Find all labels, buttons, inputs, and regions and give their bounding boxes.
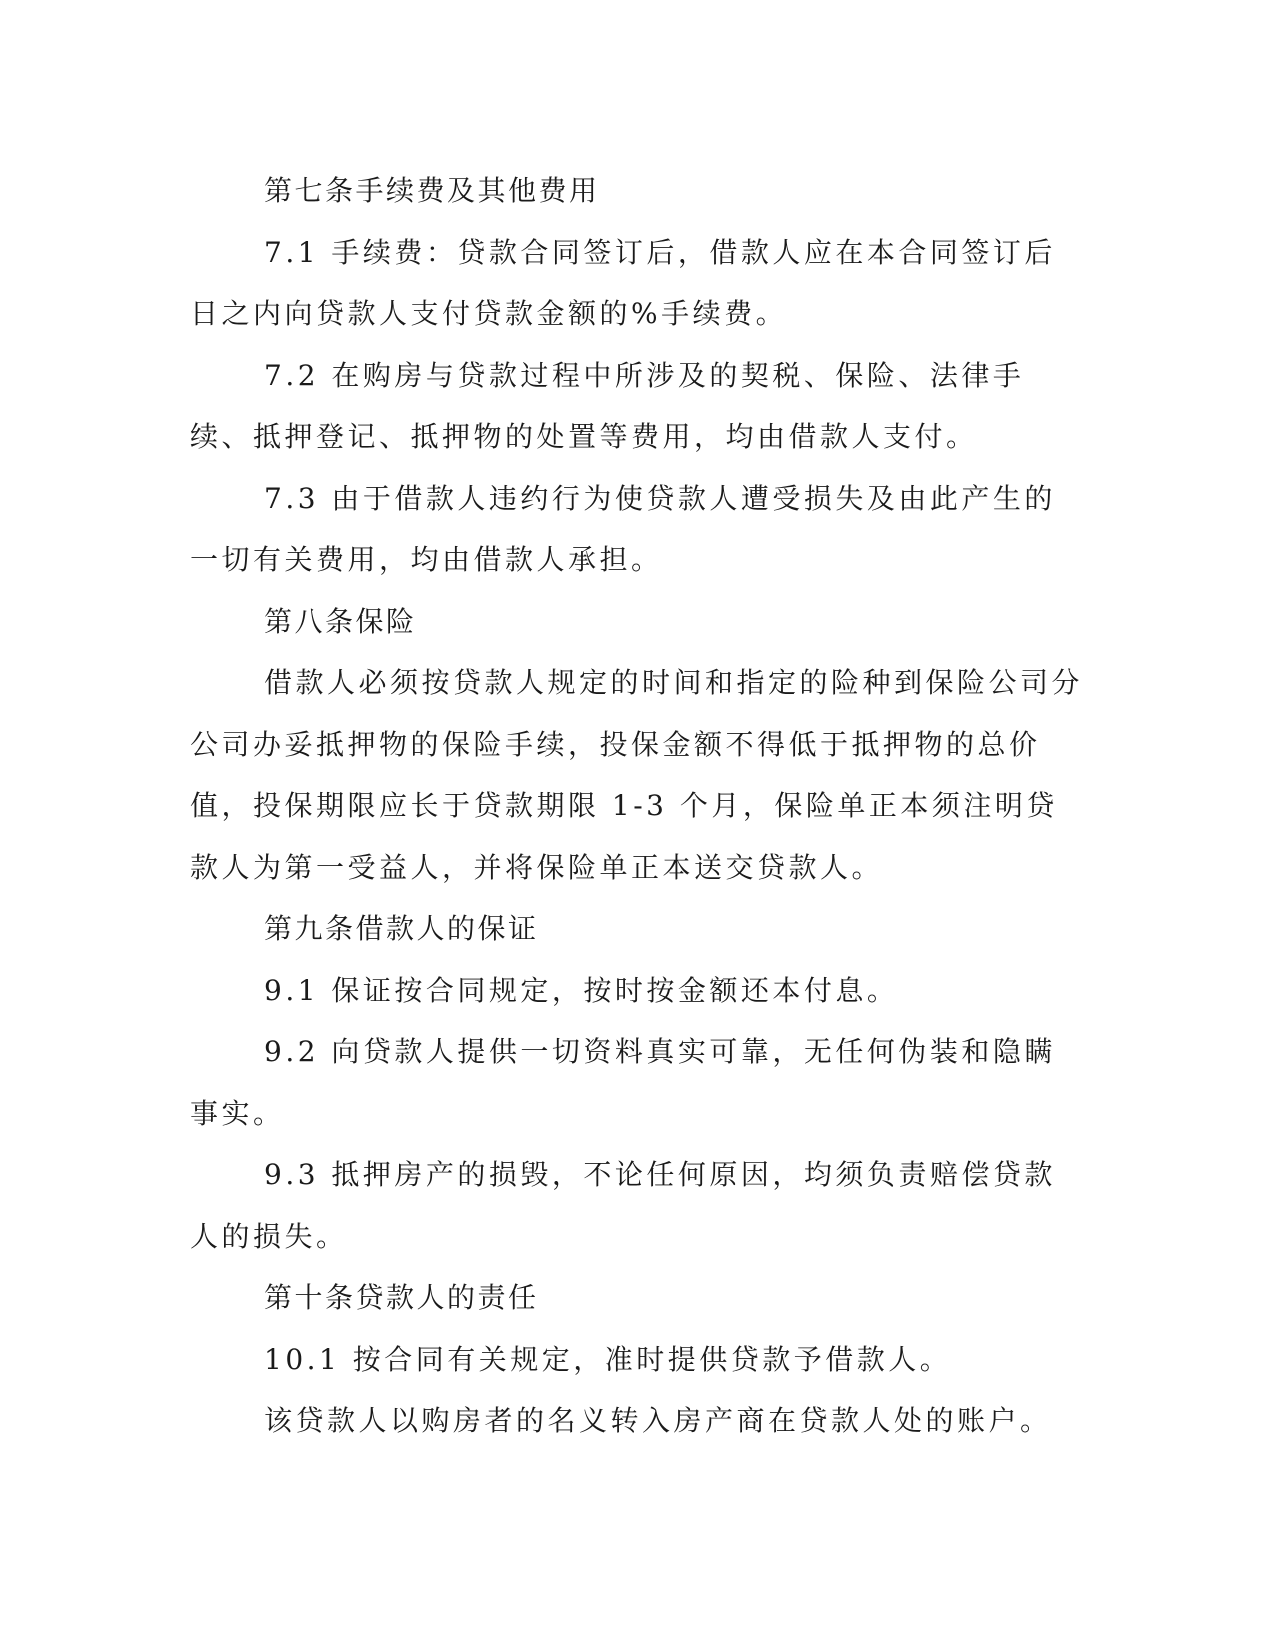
- clause-8-body: 借款人必须按贷款人规定的时间和指定的险种到保险公司分公司办妥抵押物的保险手续，投保金额不得低于抵押物的总价值，投保期限应长于贷款期限 1-3 个月，保险单正本须注明贷款人为第一受益人，并将保险单正本送交贷款人。: [190, 666, 1084, 884]
- section-heading-10: 第十条贷款人的责任: [264, 1281, 539, 1314]
- document-page: [190, 160, 1085, 1452]
- clause-9-2: 9.2 向贷款人提供一切资料真实可靠，无任何伪装和隐瞒事实。: [190, 1035, 1056, 1130]
- section-heading-9: 第九条借款人的保证: [264, 912, 539, 945]
- clause-10-1: 10.1 按合同有关规定，准时提供贷款予借款人。: [264, 1342, 952, 1376]
- section-heading-8: 第八条保险: [264, 604, 417, 638]
- clause-9-1: 9.1 保证按合同规定，按时按金额还本付息。: [264, 973, 899, 1007]
- clause-7-3: 7.3 由于借款人违约行为使贷款人遭受损失及由此产生的一切有关费用，均由借款人承担。: [190, 481, 1056, 576]
- section-heading-7: 第七条手续费及其他费用: [264, 174, 600, 207]
- clause-7-1: 7.1 手续费：贷款合同签订后，借款人应在本合同签订后日之内向贷款人支付贷款金额的%手续费。: [190, 235, 1056, 330]
- clause-9-3: 9.3 抵押房产的损毁，不论任何原因，均须负责赔偿贷款人的损失。: [190, 1158, 1056, 1253]
- clause-10-note: 该贷款人以购房者的名义转入房产商在贷款人处的账户。: [264, 1404, 1052, 1437]
- clause-7-2: 7.2 在购房与贷款过程中所涉及的契税、保险、法律手续、抵押登记、抵押物的处置等费用，均由借款人支付。: [190, 358, 1025, 453]
